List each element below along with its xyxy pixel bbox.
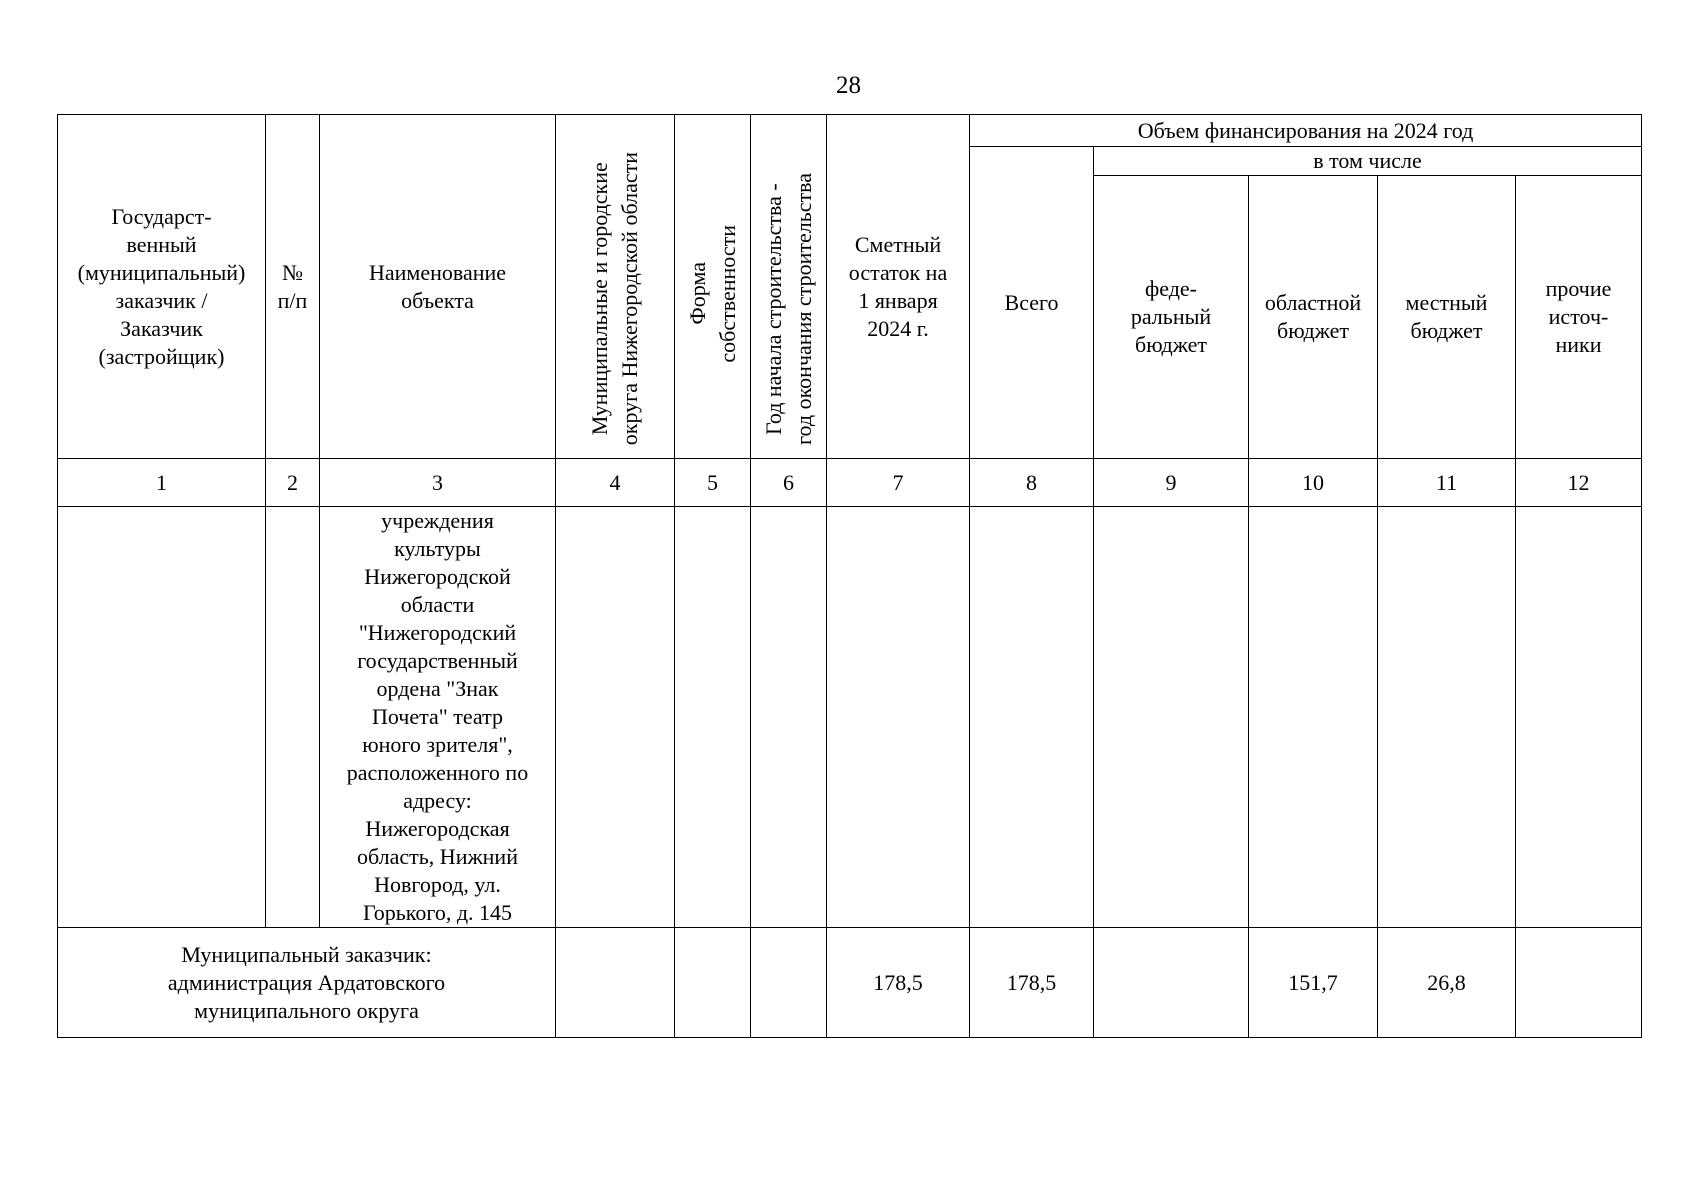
- header-local: местный бюджет: [1378, 176, 1516, 459]
- cell-local: [1378, 507, 1516, 928]
- cell-construction-years: [751, 507, 827, 928]
- cell-federal: [1094, 507, 1249, 928]
- cell-total: 178,5: [970, 928, 1094, 1038]
- cell-municipal-district: [556, 928, 675, 1038]
- cell-regional: 151,7: [1249, 928, 1378, 1038]
- cell-municipal-customer: Муниципальный заказчик: администрация Ардатовского муниципального округа: [58, 928, 556, 1038]
- table-row: [58, 507, 1642, 928]
- cell-ownership-form: [675, 928, 751, 1038]
- header-customer: Государст- венный (муниципальный) заказчик / Заказчик (застройщик): [58, 115, 266, 459]
- cell-regional: [1249, 507, 1378, 928]
- cell-row-number: [266, 507, 320, 928]
- column-number: 7: [827, 459, 970, 507]
- customer-total-row: [58, 928, 1642, 1038]
- header-object-name: Наименование объекта: [320, 115, 556, 459]
- column-number: 8: [970, 459, 1094, 507]
- column-number: 2: [266, 459, 320, 507]
- header-federal: феде- ральный бюджет: [1094, 176, 1249, 459]
- header-total: Всего: [970, 147, 1094, 459]
- column-number: 4: [556, 459, 675, 507]
- header-row-1: [58, 115, 1642, 147]
- column-number-row: [58, 459, 1642, 507]
- cell-customer: [58, 507, 266, 928]
- header-estimate-remainder: Сметный остаток на 1 января 2024 г.: [827, 115, 970, 459]
- header-municipal-districts: Муниципальные и городские округа Нижегородской области: [556, 115, 675, 459]
- cell-estimate-remainder: [827, 507, 970, 928]
- column-number: 3: [320, 459, 556, 507]
- column-number: 10: [1249, 459, 1378, 507]
- column-number: 12: [1516, 459, 1642, 507]
- column-number: 6: [751, 459, 827, 507]
- column-number: 1: [58, 459, 266, 507]
- column-number: 9: [1094, 459, 1249, 507]
- header-including: в том числе: [1094, 147, 1642, 176]
- header-row-number: № п/п: [266, 115, 320, 459]
- cell-estimate-remainder: 178,5: [827, 928, 970, 1038]
- column-number: 5: [675, 459, 751, 507]
- header-other: прочие источ- ники: [1516, 176, 1642, 459]
- header-funding-group: Объем финансирования на 2024 год: [970, 115, 1642, 147]
- column-number: 11: [1378, 459, 1516, 507]
- cell-ownership-form: [675, 507, 751, 928]
- cell-object-name: учреждения культуры Нижегородской области "Нижегородский государственный ордена "Знак Почета" театр юного зрителя", расположенного по адресу: Нижегородская область, Нижний Новгород, ул. Горького, д. 145: [320, 507, 556, 928]
- cell-other: [1516, 928, 1642, 1038]
- header-construction-years: Год начала строительства - год окончания строительства: [751, 115, 827, 459]
- cell-federal: [1094, 928, 1249, 1038]
- page-number: 28: [836, 72, 861, 99]
- cell-total: [970, 507, 1094, 928]
- cell-municipal-district: [556, 507, 675, 928]
- financing-table: [57, 114, 1642, 1038]
- header-regional: областной бюджет: [1249, 176, 1378, 459]
- cell-construction-years: [751, 928, 827, 1038]
- header-ownership-form: Форма собственности: [675, 115, 751, 459]
- cell-local: 26,8: [1378, 928, 1516, 1038]
- cell-other: [1516, 507, 1642, 928]
